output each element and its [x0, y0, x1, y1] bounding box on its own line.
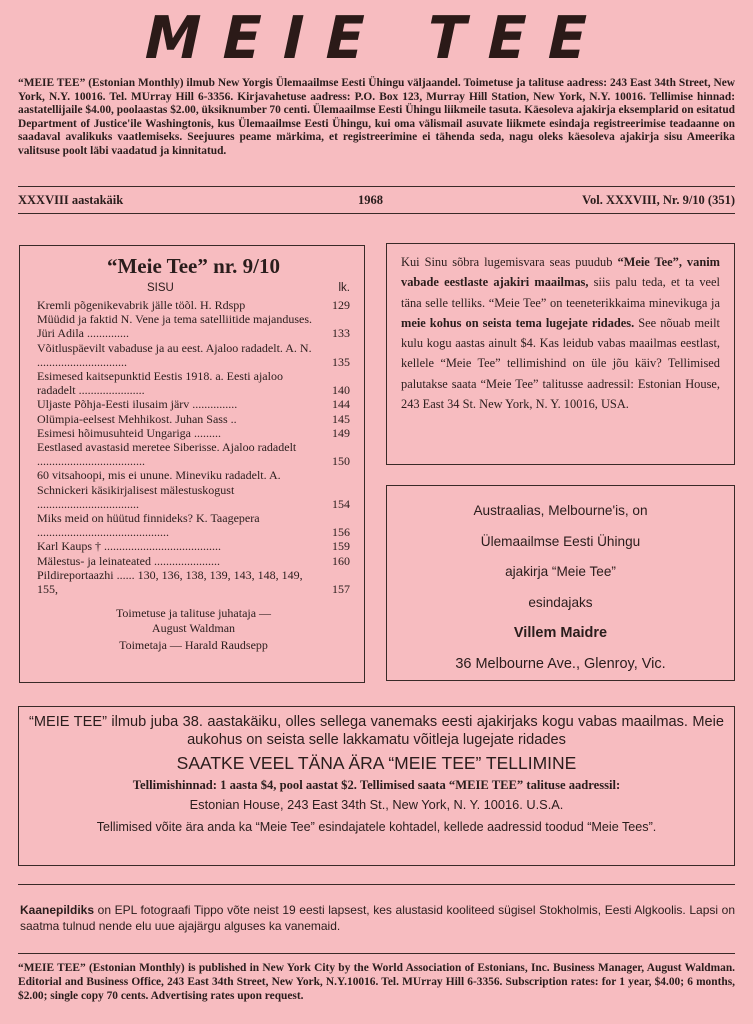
rep-line-3: ajakirja “Meie Tee”: [505, 564, 616, 579]
issue-number: Vol. XXXVIII, Nr. 9/10 (351): [582, 193, 735, 207]
cover-caption: [20, 902, 735, 934]
toc-item-title: Miks meid on hüütud finnideks? K. Taagepera ............................................: [37, 511, 260, 540]
rep-line-2: Ülemaailmse Eesti Ühingu: [480, 533, 641, 549]
toc-item-title: Olümpia-eelsest Mehhikost. Juhan Sass ..: [37, 411, 237, 426]
promo-part-3: See nõuab meilt kulu kogu aastas ainult $4. Kas leidub vabas maailmas eestlast, kellele “Meie Tee” tellimishind on üle jõu käiv? Tellimised palutakse saata “Meie Tee” talitusse aadressil: Estonian House, 243 East 34 St. New York, N. Y. 10016, USA.: [401, 315, 720, 412]
rep-line-1: Austraalias, Melbourne'is, on: [473, 503, 648, 518]
editor-line-3: Toimetaja — Harald Raudsepp: [119, 638, 268, 653]
rep-name: Villem Maidre: [513, 625, 608, 641]
intro-paragraph: “MEIE TEE” (Estonian Monthly) ilmub New Yorgis Ülemaailmse Eesti Ühingu väljaandel. Toimetuse ja talituse aadress: 243 East 34th Street, New York, N.Y. 10016. Tel. MUrray Hill 6-3356. Kirjavahetuse aadress: P.O. Box 123, Murray Hill Station, New York, N.Y. 10016. Tellimise hinnad: aastatellijaile $4.00, poolaastas $2.00, üksiknumber 70 centi. Ülemaailmse Eesti Ühingu liikmeile tasuta. Käesoleva ajakirja eksemplarid on esitatud Department of Justice'ile Washingtonis, kus Ülemaailmse Eesti Ühingu, kui oma välismail asuvate liikmete esindaja registreerimise teadaanne on saadaval avalikuks vaatlemiseks. Seejuures peame märkima, et registreerimine ei tähenda seda, nagu oleks käesoleva ajakirja sisu Ameerika valitsuse poolt läbi vaadatud ja kinnitatud.: [18, 77, 735, 157]
toc-item-title: Eestlased avastasid meretee Siberisse. Ajaloo radadelt ....................................: [37, 440, 297, 469]
toc-item: [37, 554, 350, 568]
toc-editors: [37, 606, 350, 653]
cover-text: on EPL fotograafi Tippo võte neist 19 eesti lapsest, kes alustasid kooliteed sügisel Stokholmis, Eesti Algkoolis. Lapsi on saatma tulnud nende elu uue ajajärgu alguses ka vanemaid.: [20, 903, 735, 933]
toc-heading: SISU: [147, 282, 174, 294]
toc-item-page: 149: [332, 425, 350, 440]
editor-line-1: Toimetuse ja talituse juhataja —: [115, 606, 272, 621]
toc-item-page: 150: [332, 454, 350, 469]
toc-item-title: Võitluspäevilt vabaduse ja au eest. Ajaloo radadelt. A. N. ..............................: [37, 340, 312, 369]
toc-item-title: Mälestus- ja leinateated ......................: [37, 553, 220, 568]
banner-note: Tellimised võite ära anda ka “Meie Tee” esindajatele kohtadel, kellede aadressid toodud “Meie Tees”.: [96, 820, 657, 834]
cover-label: Kaanepildiks: [20, 903, 95, 917]
editor-line-2: August Waldman: [151, 621, 236, 636]
toc-item: [37, 568, 350, 596]
toc-item: [37, 312, 350, 340]
toc-item-page: 156: [332, 525, 350, 540]
toc-item-page: 129: [332, 298, 350, 312]
toc-item-title: Müüdid ja faktid N. Vene ja tema satelliitide majanduses. Jüri Adila ..............: [37, 312, 313, 341]
toc-item-title: Pildireportaazhi ...... 130, 136, 138, 139, 143, 148, 149, 155,: [37, 567, 303, 597]
promo-part-2: siis palu teda, et ta veel täna selle telliks. “Meie Tee” on teeneterikkaima minevikuga ja: [401, 275, 720, 310]
toc-item-title: Uljaste Põhja-Eesti ilusaim järv ...............: [37, 397, 238, 412]
toc-item-title: Esimesi hõimusuhteid Ungariga .........: [37, 425, 221, 440]
divider-top: [18, 186, 735, 187]
promo-text: [387, 244, 734, 414]
toc-item-page: 133: [332, 326, 350, 341]
toc-item-page: 140: [332, 383, 350, 398]
rep-line-4: esindajaks: [528, 594, 593, 610]
promo-bold-2: meie kohus on seista tema lugejate ridades.: [401, 315, 635, 330]
toc-item-page: 159: [332, 539, 350, 554]
toc-item-page: 145: [332, 411, 350, 426]
promo-part-1: Kui Sinu sõbra lugemisvara seas puudub: [401, 255, 618, 269]
banner-call: SAATKE VEEL TÄNA ÄRA “MEIE TEE” TELLIMINE: [176, 753, 577, 773]
divider-english: [18, 953, 735, 954]
toc-item: [37, 468, 350, 511]
toc-item-page: 160: [332, 553, 350, 568]
subscription-promo: [386, 243, 735, 465]
toc-item-title: Karl Kaups † .......................................: [37, 539, 221, 554]
toc-item: [37, 539, 350, 553]
toc-item: [37, 341, 350, 369]
english-paragraph: “MEIE TEE” (Estonian Monthly) is published in New York City by the World Association of Estonians, Inc. Business Manager, August Waldman. Editorial and Business Office, 243 East 34th Street, New York, N.Y.10016. Tel. MUrray Hill 6-3356. Subscription rates: for 1 year, $4.00; 6 months, $2.00; single copy 70 cents. Advertising rates upon request.: [18, 962, 735, 1002]
toc-item-page: 157: [332, 582, 350, 597]
representative-box: [386, 485, 735, 681]
rep-address: 36 Melbourne Ave., Glenroy, Vic.: [455, 655, 666, 672]
toc-item: [37, 298, 350, 312]
banner-address: Estonian House, 243 East 34th St., New York, N. Y. 10016. U.S.A.: [189, 797, 564, 812]
toc-item: [37, 426, 350, 440]
table-of-contents: [19, 245, 365, 683]
toc-item-title: Kremli põgenikevabrik jälle töõl. H. Rdspp: [37, 298, 246, 312]
issue-line: [18, 193, 735, 209]
toc-item-title: Esimesed kaitsepunktid Eestis 1918. a. Eesti ajaloo radadelt ......................: [37, 369, 283, 398]
subscription-banner: [18, 706, 735, 866]
toc-item: [37, 369, 350, 397]
masthead-title: MEIE TEE: [137, 4, 616, 73]
toc-list: [37, 298, 350, 596]
toc-page-heading: lk.: [338, 282, 350, 294]
toc-item: [37, 511, 350, 539]
divider-cover: [18, 884, 735, 885]
toc-item-page: 135: [332, 354, 350, 369]
promo-bold-1: “Meie Tee”, vanim vabade eestlaste ajakiri maailmas,: [401, 255, 720, 290]
volume-year: XXXVIII aastakäik: [18, 193, 124, 207]
issue-year: 1968: [358, 193, 383, 207]
toc-header: [37, 282, 350, 298]
toc-item-title: 60 vitsahoopi, mis ei unune. Mineviku radadelt. A. Schnickeri käsikirjalisest mälestuskogust ..................................: [37, 468, 281, 511]
banner-intro: “MEIE TEE” ilmub juba 38. aastakäiku, olles sellega vanemaks eesti ajakirjaks kogu vabas maailmas. Meie aukohus on seista selle lakkamatu võitleja lugejate ridades: [29, 714, 724, 748]
toc-title: “Meie Tee” nr. 9/10: [106, 254, 281, 278]
toc-item-page: 144: [332, 397, 350, 412]
banner-prices: Tellimishinnad: 1 aasta $4, pool aastat $2. Tellimised saata “MEIE TEE” talituse aadressil:: [132, 778, 621, 792]
toc-item-page: 154: [332, 496, 350, 511]
representative-text: [387, 496, 734, 679]
toc-item: [37, 397, 350, 411]
toc-item: [37, 440, 350, 468]
divider-issue: [18, 213, 735, 214]
toc-item: [37, 412, 350, 426]
